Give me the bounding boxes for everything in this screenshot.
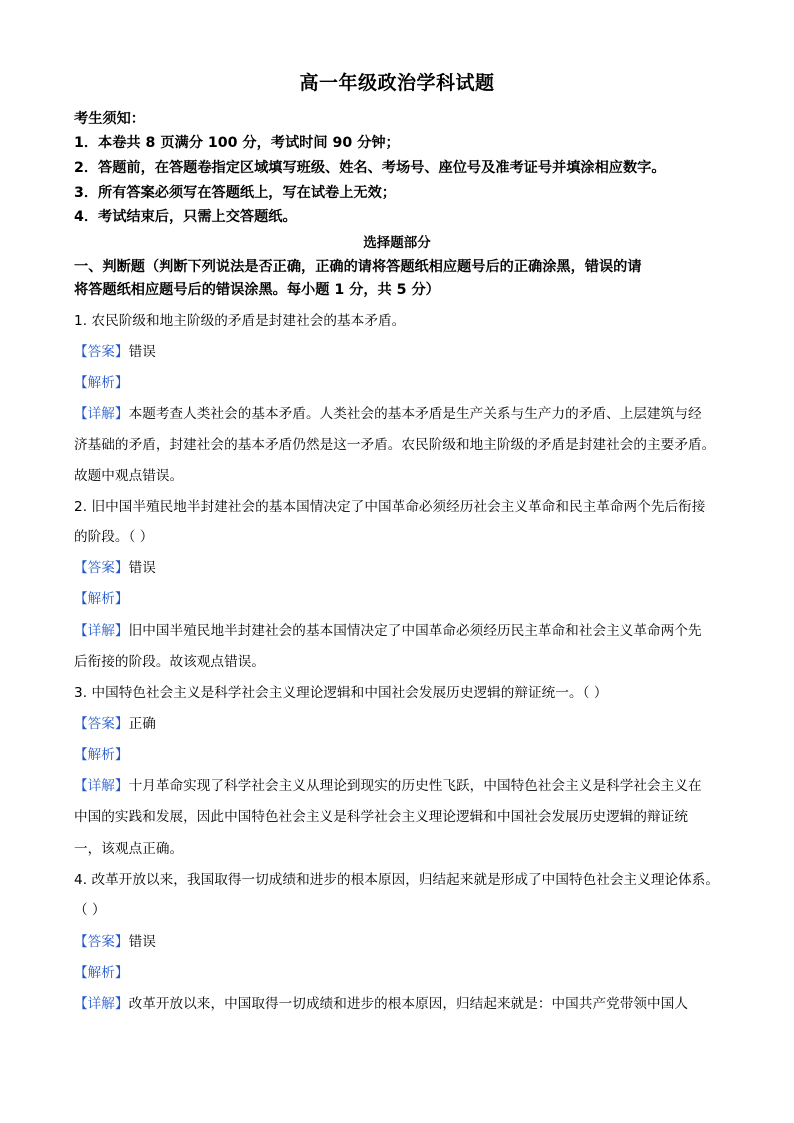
notice-heading: 考生须知： <box>74 111 145 127</box>
question-4-text: 4. 改革开放以来，我国取得一切成绩和进步的根本原因，归结起来就是形成了中国特色社会主义理论体系。 <box>74 872 720 888</box>
question-3-detail <box>74 774 702 794</box>
question-3-detail-line: 一，该观点正确。 <box>74 841 184 857</box>
question-2-text: 2. 旧中国半殖民地半封建社会的基本国情决定了中国革命必须经历社会主义革命和民主革命两个先后衔接 <box>74 499 706 515</box>
question-4-text: （ ） <box>74 902 106 918</box>
notice-item: 3．所有答案必须写在答题纸上，写在试卷上无效； <box>74 185 396 201</box>
question-4-answer <box>74 930 156 950</box>
detail-tag: 【详解】 <box>74 778 129 794</box>
detail-tag: 【详解】 <box>74 406 129 422</box>
question-2-detail <box>74 619 702 639</box>
analysis-tag: 【解析】 <box>74 375 129 391</box>
analysis-tag: 【解析】 <box>74 965 129 981</box>
page-title: 高一年级政治学科试题 <box>299 72 495 94</box>
answer-tag: 【答案】 <box>74 934 129 950</box>
question-2-text: 的阶段。（ ） <box>74 529 154 545</box>
answer-tag: 【答案】 <box>74 344 129 360</box>
question-1-detail-line: 故题中观点错误。 <box>74 468 184 484</box>
detail-tag: 【详解】 <box>74 623 129 639</box>
question-2-answer <box>74 556 156 576</box>
notice-item: 1．本卷共 8 页满分 100 分，考试时间 90 分钟； <box>74 135 400 151</box>
analysis-tag: 【解析】 <box>74 747 129 763</box>
answer-value: 正确 <box>128 716 156 732</box>
detail-text: 旧中国半殖民地半封建社会的基本国情决定了中国革命必须经历民主革命和社会主义革命两个先 <box>128 623 702 639</box>
question-3-text: 3. 中国特色社会主义是科学社会主义理论逻辑和中国社会发展历史逻辑的辩证统一。（ ） <box>74 685 608 701</box>
question-1-analysis <box>74 371 129 391</box>
detail-text: 十月革命实现了科学社会主义从理论到现实的历史性飞跃，中国特色社会主义是科学社会主义在 <box>128 778 702 794</box>
question-3-answer <box>74 712 156 732</box>
notice-item: 2．答题前，在答题卷指定区域填写班级、姓名、考场号、座位号及准考证号并填涂相应数字。 <box>74 160 666 176</box>
answer-tag: 【答案】 <box>74 560 129 576</box>
question-3-analysis <box>74 743 129 763</box>
question-2-analysis <box>74 587 129 607</box>
part-heading: 将答题纸相应题号后的错误涂黑。每小题 1 分，共 5 分） <box>74 282 440 298</box>
question-3-detail-line: 中国的实践和发展，因此中国特色社会主义是科学社会主义理论逻辑和中国社会发展历史逻辑的辩证统 <box>74 809 688 825</box>
answer-value: 错误 <box>128 934 156 950</box>
answer-value: 错误 <box>128 560 156 576</box>
detail-tag: 【详解】 <box>74 996 129 1012</box>
question-4-detail <box>74 992 688 1012</box>
question-4-analysis <box>74 961 129 981</box>
detail-text: 本题考查人类社会的基本矛盾。人类社会的基本矛盾是生产关系与生产力的矛盾、上层建筑与经 <box>128 406 702 422</box>
question-1-answer <box>74 340 156 360</box>
analysis-tag: 【解析】 <box>74 591 129 607</box>
question-1-detail <box>74 402 702 422</box>
answer-tag: 【答案】 <box>74 716 129 732</box>
notice-item: 4．考试结束后，只需上交答题纸。 <box>74 209 297 225</box>
question-1-text: 1. 农民阶级和地主阶级的矛盾是封建社会的基本矛盾。 <box>74 313 406 329</box>
section-title: 选择题部分 <box>363 235 431 251</box>
part-heading: 一、判断题（判断下列说法是否正确，正确的请将答题纸相应题号后的正确涂黑，错误的请 <box>74 259 642 275</box>
answer-value: 错误 <box>128 344 156 360</box>
detail-text: 改革开放以来，中国取得一切成绩和进步的根本原因，归结起来就是：中国共产党带领中国人 <box>128 996 688 1012</box>
question-2-detail-line: 后衔接的阶段。故该观点错误。 <box>74 654 266 670</box>
question-1-detail-line: 济基础的矛盾，封建社会的基本矛盾仍然是这一矛盾。农民阶级和地主阶级的矛盾是封建社会的主要矛盾。 <box>74 437 716 453</box>
